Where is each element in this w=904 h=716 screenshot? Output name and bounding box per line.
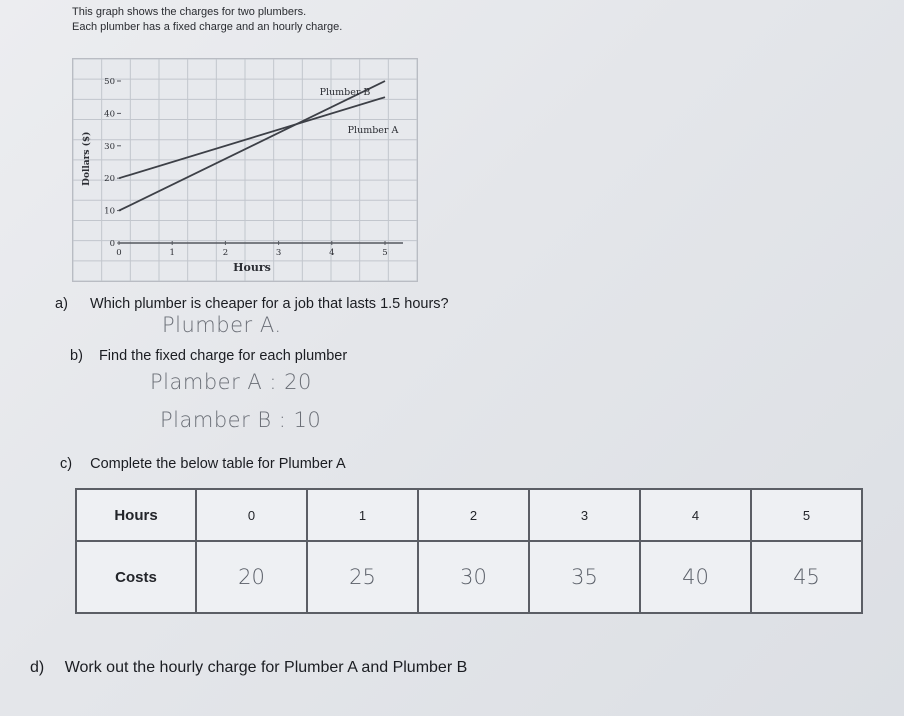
question-c-text: Complete the below table for Plumber A: [90, 456, 346, 472]
hour-cell: 2: [418, 489, 529, 541]
question-b: [70, 348, 347, 364]
series-label-plumber-a: Plumber A: [347, 125, 399, 136]
question-a-text: Which plumber is cheaper for a job that lasts 1.5 hours?: [89, 296, 449, 312]
row-header-costs: Costs: [76, 541, 196, 613]
cost-table: [75, 488, 863, 614]
x-tick-label: 3: [275, 248, 282, 258]
cost-cell: 30: [418, 541, 529, 613]
hour-cell: 0: [196, 489, 307, 541]
hour-cell: 5: [751, 489, 862, 541]
answer-b-2: Plamber B : 10: [160, 408, 322, 432]
y-tick-label: 10: [104, 206, 115, 217]
intro-line-1: This graph shows the charges for two plumbers.: [72, 6, 307, 18]
y-tick-label: 20: [104, 174, 115, 185]
chart-svg: [73, 59, 417, 281]
hour-cell: 3: [529, 489, 640, 541]
question-c: [60, 456, 346, 472]
y-tick-label: 40: [104, 109, 115, 120]
x-tick-label: 0: [116, 248, 122, 258]
cost-cell: 20: [196, 541, 307, 613]
x-tick-label: 5: [382, 248, 388, 258]
cost-cell: 40: [640, 541, 751, 613]
question-d-text: Work out the hourly charge for Plumber A and Plumber B: [64, 659, 468, 676]
charges-graph: [72, 58, 418, 282]
x-tick-label: 1: [169, 248, 175, 258]
answer-b-1: Plamber A : 20: [150, 370, 312, 394]
question-b-text: Find the fixed charge for each plumber: [98, 348, 348, 364]
y-tick-label: 0: [109, 239, 115, 249]
series-label-plumber-b: Plumber B: [319, 87, 371, 98]
cost-cell: 25: [307, 541, 418, 613]
question-c-label: c): [60, 456, 73, 472]
table-row-hours: [76, 489, 862, 541]
question-a: [55, 296, 449, 312]
intro-line-2: Each plumber has a fixed charge and an hourly charge.: [72, 21, 343, 33]
cost-cell: 35: [529, 541, 640, 613]
question-d: [30, 659, 467, 677]
x-axis-label: Hours: [233, 261, 271, 274]
y-axis-label: Dollars ($): [82, 131, 92, 186]
row-header-hours: Hours: [76, 489, 196, 541]
question-d-label: d): [30, 659, 45, 676]
y-tick-label: 30: [104, 141, 115, 152]
question-a-label: a): [55, 296, 68, 312]
cost-cell: 45: [751, 541, 862, 613]
table-row-costs: [76, 541, 862, 613]
question-b-label: b): [70, 348, 83, 364]
x-tick-label: 2: [222, 248, 229, 258]
hour-cell: 1: [307, 489, 418, 541]
y-tick-label: 50: [104, 77, 115, 87]
hour-cell: 4: [640, 489, 751, 541]
x-tick-label: 4: [329, 248, 335, 258]
answer-a: Plumber A.: [162, 313, 282, 337]
